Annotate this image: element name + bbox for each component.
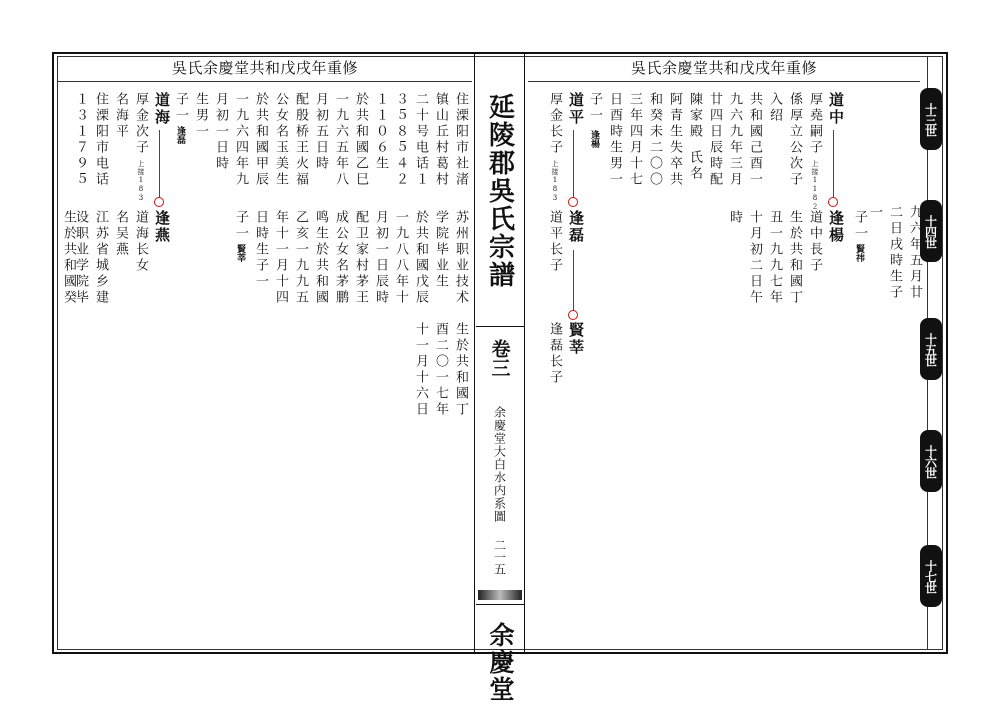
desc-line: 月初一日辰時 xyxy=(373,210,388,306)
desc-line: 镇山丘村葛村 xyxy=(433,92,448,188)
lineage-line xyxy=(833,130,834,198)
desc-line: 月初一日時 xyxy=(213,92,228,172)
desc-line: 九六九年三月 xyxy=(727,92,742,188)
desc-line: 住溧阳市社渚 xyxy=(453,92,468,188)
desc-line: 阿青生失卒共 xyxy=(667,92,682,188)
desc-line: 丑一九九七年 xyxy=(767,210,782,306)
spine-subtitle: 余慶堂大白水内系圖 xyxy=(492,405,507,523)
ref-note: 上接183 xyxy=(551,160,559,203)
desc-line: 十月初二日午 xyxy=(747,210,762,306)
child-line: 子一 xyxy=(173,92,188,124)
desc-line: 日時生子一 xyxy=(253,210,268,290)
desc-line: 日酉時生男一 xyxy=(607,92,622,188)
person-name-xianxin: 賢莘 xyxy=(567,322,585,356)
desc-line: 十一月十六日 xyxy=(413,322,428,418)
desc-line: 乙亥一九九五 xyxy=(293,210,308,306)
spine-divider xyxy=(476,326,524,327)
desc-line: 氏名 xyxy=(687,150,702,182)
desc-line: 陳家殿 xyxy=(687,92,702,140)
child-line: 子一 xyxy=(852,210,867,242)
lineage-node xyxy=(828,197,838,207)
desc-line: 廿四日辰時配 xyxy=(707,92,722,188)
desc-line: 一 xyxy=(867,205,882,221)
child-ref: 逢磊 xyxy=(175,126,185,144)
desc-line: 一九六四年九 xyxy=(233,92,248,188)
desc-line: 年十一月十四 xyxy=(273,210,288,306)
desc-line: 厚堯嗣子 xyxy=(807,92,822,156)
hall-name: 余慶堂 xyxy=(486,621,515,703)
spine xyxy=(476,52,524,703)
desc-line: １１０６生 xyxy=(373,92,388,172)
desc-line: 江苏省城乡建 xyxy=(93,210,108,306)
desc-line: 二十号电话１ xyxy=(413,92,428,188)
lineage-line xyxy=(573,130,574,198)
lineage-node xyxy=(568,197,578,207)
desc-line: 厚金次子 xyxy=(133,92,148,156)
desc-line: 酉二〇一七年 xyxy=(433,322,448,418)
person-name-daohai: 道海 xyxy=(153,92,171,126)
person-name-fenglei: 逢磊 xyxy=(567,210,585,244)
desc-line: 成公女名茅鹏 xyxy=(333,210,348,306)
child-line: 子一 xyxy=(587,92,602,124)
desc-line: 共和國己酉一 xyxy=(747,92,762,188)
desc-line: 於共和國甲辰 xyxy=(253,92,268,188)
ref-note: 上接118２ xyxy=(811,160,819,211)
desc-line: 生於共和國丁 xyxy=(453,322,468,418)
spine-border-left xyxy=(474,52,475,654)
desc-line: 住溧阳市电话 xyxy=(93,92,108,188)
desc-line: 九六年五月廿 xyxy=(907,205,922,301)
desc-line: 名海平 xyxy=(113,92,128,140)
generation-tab-14[interactable]: 十四世 xyxy=(920,200,942,262)
desc-line: 於共和國戊辰 xyxy=(413,210,428,306)
desc-line: 和癸未二〇〇 xyxy=(647,92,662,188)
volume-label: 卷三 xyxy=(488,339,511,377)
person-name-daozhong: 道中 xyxy=(827,92,845,126)
page-number: 二一五 xyxy=(492,539,507,575)
child-line: 子一 xyxy=(233,210,248,242)
lineage-node xyxy=(568,310,578,320)
desc-line: 设职业学院毕 xyxy=(73,210,88,306)
desc-line: 学院毕业生 xyxy=(433,210,448,290)
generation-tab-17[interactable]: 十七世 xyxy=(920,545,942,607)
ref-note: 上接183 xyxy=(137,160,145,203)
desc-line: 名吴燕 xyxy=(113,210,128,258)
desc-line: 道中長子 xyxy=(807,210,822,274)
left-page-header: 吳氏余慶堂共和戊戌年重修 xyxy=(58,57,472,82)
desc-line: 入绍 xyxy=(767,92,782,124)
desc-line: 公女名玉美生 xyxy=(273,92,288,188)
desc-line: 配殷桥王火福 xyxy=(293,92,308,188)
desc-line: 道平长子 xyxy=(547,210,562,274)
desc-line: 苏州职业技术 xyxy=(453,210,468,306)
desc-line: 時 xyxy=(727,210,742,226)
person-name-fengyan: 逢燕 xyxy=(153,210,171,244)
desc-line: 生男一 xyxy=(193,92,208,140)
person-name-fengyang: 逢楊 xyxy=(827,210,845,244)
desc-line: 於共和國乙巳 xyxy=(353,92,368,188)
desc-line: 一九六五年八 xyxy=(333,92,348,188)
desc-line: 一九八八年十 xyxy=(393,210,408,306)
child-ref: 賢莘 xyxy=(235,244,245,262)
person-name-daoping: 道平 xyxy=(567,92,585,126)
spine-divider-bottom xyxy=(476,604,524,605)
child-ref: 逢楊 xyxy=(589,130,599,148)
spine-border-right xyxy=(524,52,525,654)
child-ref: 賢祎 xyxy=(854,244,864,262)
lineage-node xyxy=(154,197,164,207)
right-page-header: 吳氏余慶堂共和戊戌年重修 xyxy=(528,57,920,82)
desc-line: 配卫家村茅王 xyxy=(353,210,368,306)
lineage-line xyxy=(159,130,160,198)
book-title: 延陵郡吳氏宗譜 xyxy=(484,93,515,289)
desc-line: 三年四月十七 xyxy=(627,92,642,188)
desc-line: 厚金长子 xyxy=(547,92,562,156)
desc-line: 生於共和國丁 xyxy=(787,210,802,306)
desc-line: １３１７９５ xyxy=(73,92,88,188)
desc-line: 生於共和國癸 xyxy=(61,210,76,306)
generation-tab-15[interactable]: 十五世 xyxy=(920,318,942,380)
desc-line: 二日戌時生子 xyxy=(887,205,902,301)
spine-decor-bar xyxy=(478,590,522,600)
desc-line: 道海长女 xyxy=(133,210,148,274)
desc-line: 鸣生於共和國 xyxy=(313,210,328,306)
desc-line: 月初五日時 xyxy=(313,92,328,172)
desc-line: ３５８５４２ xyxy=(393,92,408,188)
desc-line: 逢磊长子 xyxy=(547,322,562,386)
generation-tab-16[interactable]: 十六世 xyxy=(920,430,942,492)
generation-tab-13[interactable]: 十三世 xyxy=(920,88,942,150)
desc-line: 係厚立公次子 xyxy=(787,92,802,188)
lineage-line xyxy=(573,250,574,310)
